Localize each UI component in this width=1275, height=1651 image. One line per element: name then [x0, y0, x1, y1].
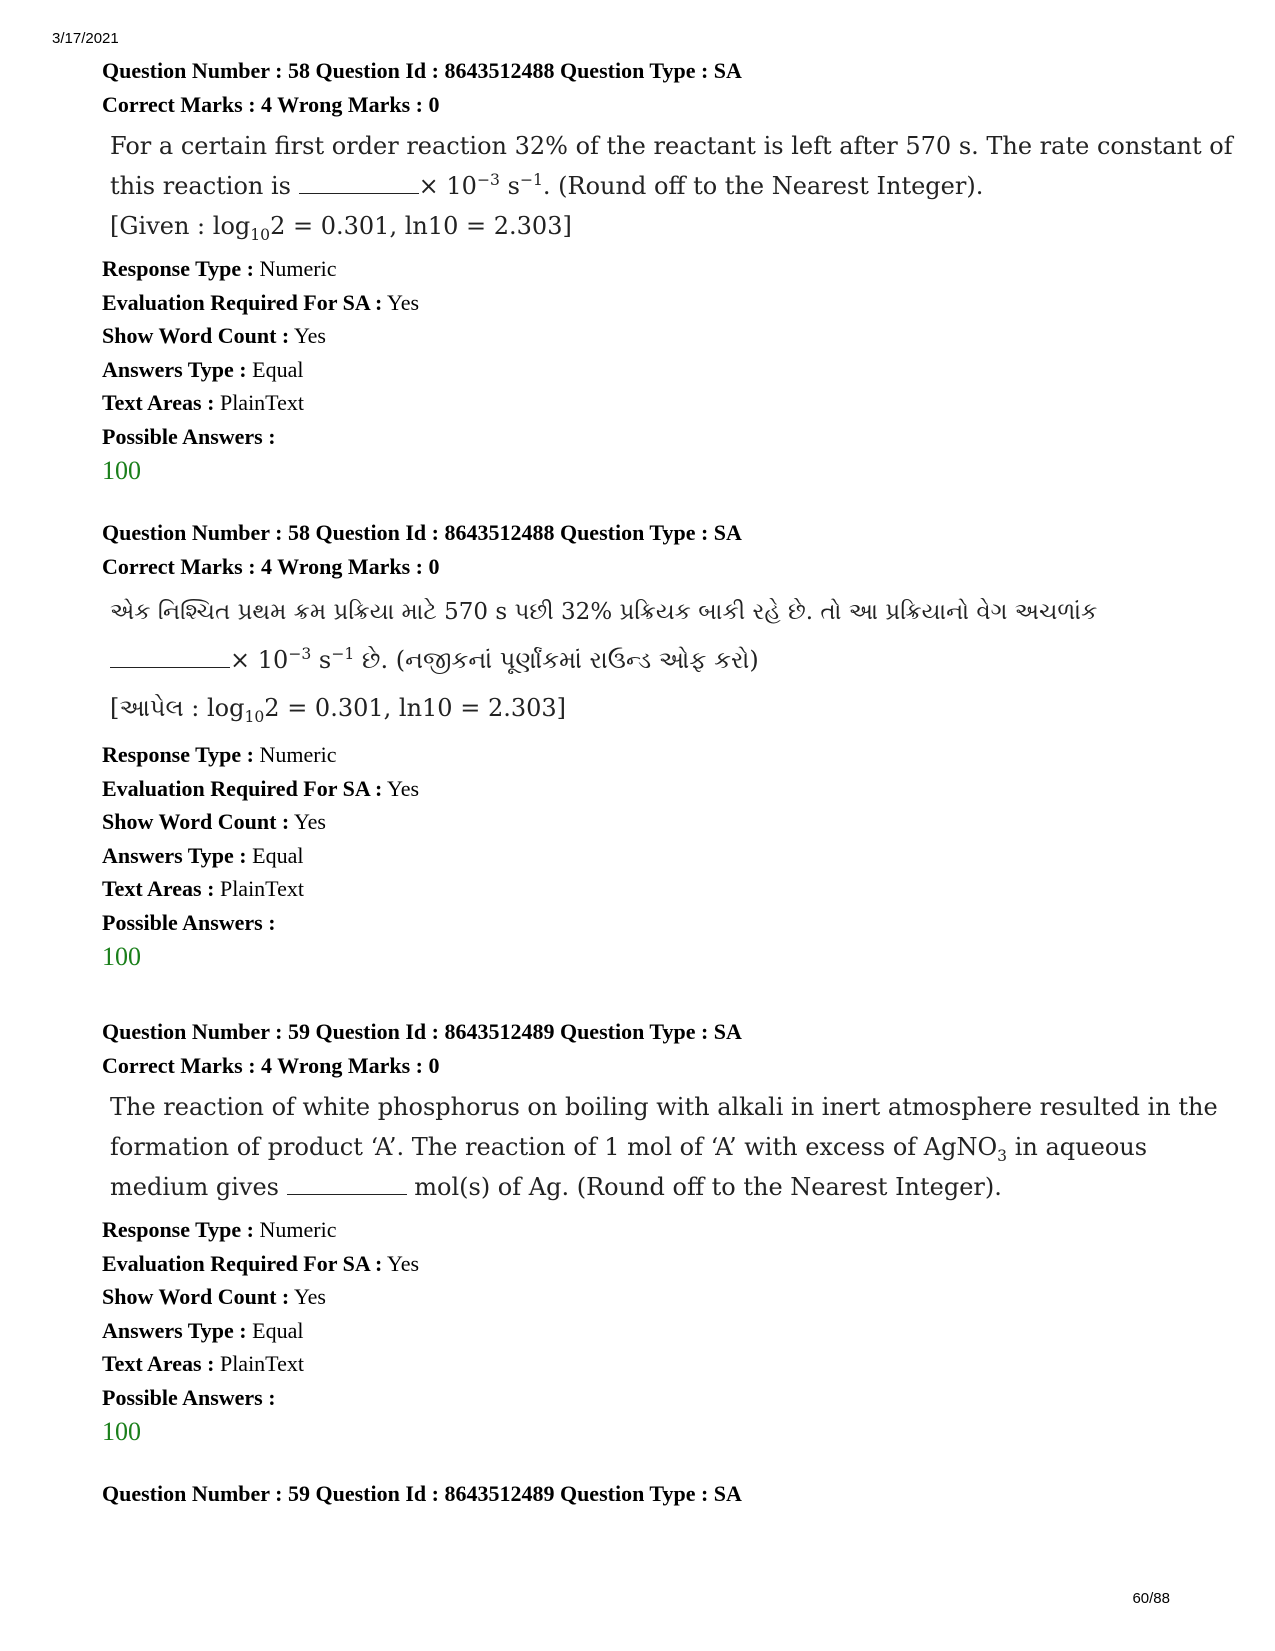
question-block-58-gu [102, 516, 1202, 975]
show-word-count: Show Word Count : Yes [102, 809, 326, 834]
question-block-59-gu [102, 1477, 1202, 1511]
question-line: formation of product ‘A’. The reaction of 1 mol of ‘A’ with excess of AgNO$_3$ in aqueous [110, 1133, 1148, 1165]
answers-type: Answers Type : Equal [102, 1317, 304, 1343]
question-block-59-en [102, 1015, 1218, 1450]
marks-line: Correct Marks : 4 Wrong Marks : 0 [102, 554, 440, 579]
answers-type: Answers Type : Equal [102, 356, 304, 382]
response-type: Response Type : Numeric [102, 742, 337, 767]
question-text [110, 588, 1195, 732]
possible-answers-label: Possible Answers : [102, 1384, 276, 1410]
answer-blank [299, 171, 419, 194]
possible-answers-label: Possible Answers : [102, 423, 276, 449]
answer-blank [110, 645, 230, 668]
marks-line: Correct Marks : 4 Wrong Marks : 0 [102, 92, 440, 117]
question-header: Question Number : 58 Question Id : 8643512488 Question Type : SA [102, 520, 742, 545]
text-areas: Text Areas : PlainText [102, 390, 304, 415]
question-line: this reaction is × $10^{-3}$ $s^{-1}$. (Round off to the Nearest Integer). [110, 171, 984, 200]
question-line: એક નિશ્ચિત પ્રથમ ક્રમ પ્રક્રિયા માટે 570 s પછી 32% પ્રક્રિયક બાકી રહે છે. તો આ પ્રક્રિયાનો વેગ અચળાંક [110, 599, 1098, 625]
possible-answers-label: Possible Answers : [102, 909, 276, 935]
question-block-58-en [102, 54, 1233, 489]
evaluation-required: Evaluation Required For SA : Yes [102, 775, 420, 801]
possible-answer-value: 100 [102, 942, 141, 971]
given-line: [આપેલ : $\log_{10}2 = 0.301$, ln10 = 2.303] [110, 694, 567, 726]
page-number: 60/88 [1132, 1590, 1170, 1607]
marks-line: Correct Marks : 4 Wrong Marks : 0 [102, 1053, 440, 1078]
question-line: For a certain first order reaction 32% of the reactant is left after 570 s. The rate constant of [110, 132, 1233, 160]
response-type: Response Type : Numeric [102, 1217, 337, 1242]
question-text [110, 1087, 1218, 1207]
text-areas: Text Areas : PlainText [102, 876, 304, 901]
question-text [110, 126, 1233, 246]
possible-answer-value: 100 [102, 456, 141, 485]
question-line: × $10^{-3}$ $s^{-1}$ છે. (નજીકનાં પૂર્ણાંકમાં રાઉન્ડ ઓફ કરો) [110, 636, 1195, 684]
question-line: medium gives mol(s) of Ag. (Round off to the Nearest Integer). [110, 1173, 1002, 1201]
question-line: The reaction of white phosphorus on boiling with alkali in inert atmosphere resulted in the [110, 1093, 1218, 1121]
print-date: 3/17/2021 [52, 30, 119, 47]
evaluation-required: Evaluation Required For SA : Yes [102, 289, 420, 315]
response-type: Response Type : Numeric [102, 256, 337, 281]
possible-answer-value: 100 [102, 1417, 141, 1446]
answers-type: Answers Type : Equal [102, 842, 304, 868]
evaluation-required: Evaluation Required For SA : Yes [102, 1250, 420, 1276]
question-header: Question Number : 59 Question Id : 8643512489 Question Type : SA [102, 1481, 742, 1506]
show-word-count: Show Word Count : Yes [102, 323, 326, 348]
answer-blank [287, 1172, 407, 1195]
given-line: [Given : $\log_{10}2 = 0.301$, ln10 = 2.303] [110, 212, 572, 244]
question-header: Question Number : 58 Question Id : 8643512488 Question Type : SA [102, 58, 742, 83]
show-word-count: Show Word Count : Yes [102, 1284, 326, 1309]
text-areas: Text Areas : PlainText [102, 1351, 304, 1376]
question-header: Question Number : 59 Question Id : 8643512489 Question Type : SA [102, 1019, 742, 1044]
